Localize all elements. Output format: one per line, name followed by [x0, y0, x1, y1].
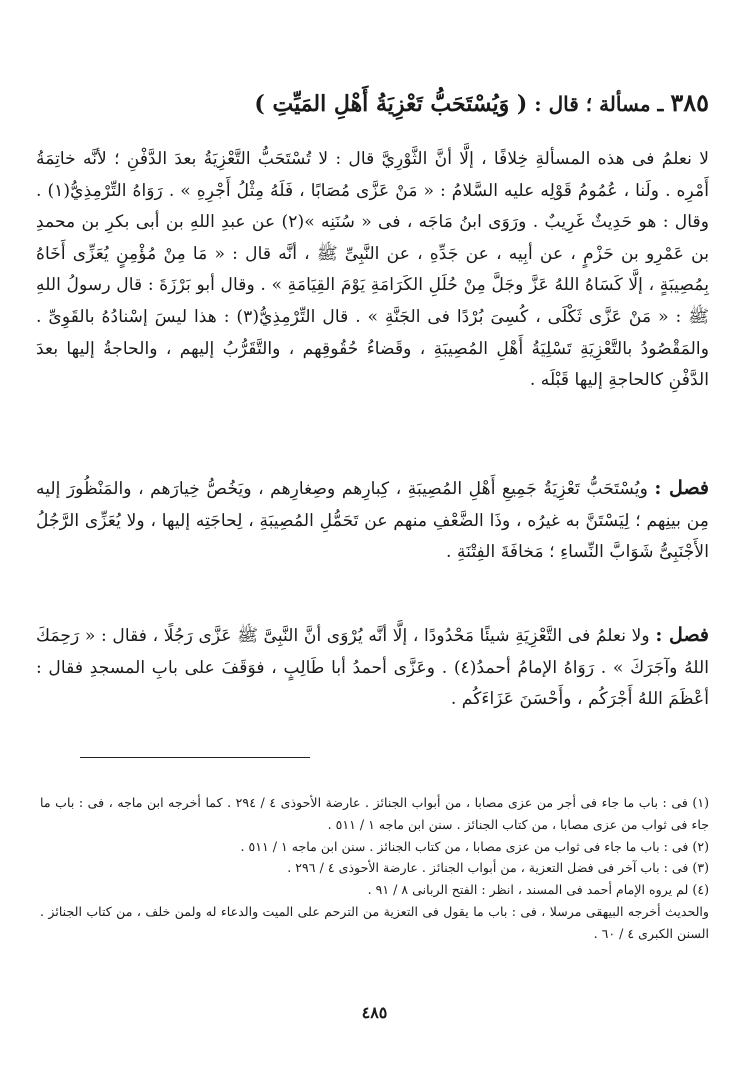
- paragraph-text: ولا نعلمُ فى التَّعْزِيَةِ شيئًا مَحْدُودًا ، إلَّا أنَّه يُرْوَى أنَّ النَّبِىَّ ﷺ عَزَّى رَجُلًا ، فقال : « رَحِمَكَ اللهُ وآجَرَكَ » . رَوَاهُ الإمامُ أحمدُ(٤) . وعَزَّى أحمدُ أبا طَالِبٍ ، فوَقَفَ على بابِ المسجدِ فقال : أعْظَمَ اللهُ أَجْرَكُم ، وأَحْسَنَ عَزَاءَكُم .: [36, 626, 709, 710]
- section-heading: [100, 88, 709, 122]
- footnote-continuation: والحديث أخرجه البيهقى مرسلا ، فى : باب ما يقول فى التعزية من الترحم على الميت والدعاء له ولمن خلف ، من كتاب الجنائز . السنن الكبرى ٤ / ٦٠ .: [40, 903, 709, 941]
- footnote-divider: [80, 757, 310, 758]
- footnote: (١) فى : باب ما جاء فى أجر من عزى مصابا ، من أبواب الجنائز . عارضة الأحوذى ٤ / ٢٩٤ . كما أخرجه ابن ماجه ، فى : باب ما جاء فى ثواب من عزى مصابا ، من كتاب الجنائز . سنن ابن ماجه ١ / ٥١١ .: [40, 795, 709, 832]
- paragraph-text: ويُسْتَحَبُّ تَعْزِيَةُ جَمِيعِ أَهْلِ المُصِيبَةِ ، كِبارِهم وصِغارِهم ، ويَخُصُّ خِيارَهم ، والمَنْظُورَ إليه مِن بينِهم ؛ لِيَسْتَنَّ به غيرُه ، وذَا الضَّعْفِ منهم عن تَحَمُّلِ المُصِيبَةِ ، لِحاجَتِه إليها ، ولا يُعَزِّى الرَّجُلُ الأَجْنَبِىُّ شَوَابَّ النِّساءِ ؛ مَخافَةَ الفِتْنَةِ .: [36, 479, 709, 563]
- section-dash-label: ـ مسألة ؛ قال :: [534, 92, 664, 116]
- footnote: (٣) فى : باب آخر فى فضل التعزية ، من أبواب الجنائز . عارضة الأحوذى ٤ / ٢٩٦ .: [287, 860, 709, 876]
- paragraph-label: فصل :: [654, 477, 710, 499]
- section-number: ٣٨٥: [670, 88, 709, 117]
- footnotes: [40, 792, 709, 945]
- footnote: (٤) لم يروه الإمام أحمد فى المسند ، انظر : الفتح الربانى ٨ / ٩١ .: [367, 882, 709, 898]
- page-number: ٤٨٥: [361, 1003, 388, 1022]
- paragraph-label: فصل :: [655, 624, 709, 646]
- paragraph-main: [36, 144, 709, 397]
- paragraph-text: لا نعلمُ فى هذه المسألةِ خِلافًا ، إلَّا أنَّ الثَّوْرِيَّ قال : لا تُسْتَحَبُّ التَّعْزِيَةُ بعدَ الدَّفْنِ ؛ لأنَّه خاتِمَةُ أَمْرِه . ولَنا ، عُمُومُ قَوْلِه عليه السَّلامُ : « مَنْ عَزَّى مُصَابًا ، فَلَهُ مِثْلُ أَجْرِهِ » . رَوَاهُ التِّرْمِذِيُّ(١) . وقال : هو حَدِيثٌ غَرِيبٌ . ورَوَى ابنُ مَاجَه ، فى « سُنَنِه »(٢) عن عبدِ اللهِ بن أبى بكرِ بن محمدِ بن عَمْرِو بن حَزْمٍ ، عن أبِيه ، عن جَدِّهِ ، عن النَّبِىِّ ﷺ ، أنَّه قال : « مَا مِنْ مُؤْمِنٍ يُعَزِّى أَخَاهُ بِمُصِيبَةٍ ، إلَّا كَسَاهُ اللهُ عَزَّ وجَلَّ مِنْ حُلَلِ الكَرَامَةِ يَوْمَ القِيَامَةِ » . وقال أبو بَرْزَةَ : قال رسولُ اللهِ ﷺ : « مَنْ عَزَّى ثَكْلَى ، كُسِىَ بُرْدًا فى الجَنَّةِ » . قال التِّرْمِذِيُّ(٣) : هذا ليسَ إسْنادُهُ بالقَوِىِّ . والمَقْصُودُ بالتَّعْزِيَةِ تَسْلِيَةُ أَهْلِ المُصِيبَةِ ، وقَضاءُ حُقُوقِهم ، والتَّقَرُّبُ إليهم ، والحاجةُ إليها بعدَ الدَّفْنِ كالحاجةِ إليها قَبْلَه .: [36, 149, 710, 391]
- paragraph-fasl-1: [36, 473, 709, 569]
- footnote: (٢) فى : باب ما جاء فى ثواب من عزى مصابا ، من كتاب الجنائز . سنن ابن ماجه ١ / ٥١١ .: [240, 838, 709, 854]
- section-quote: ( وَيُسْتَحَبُّ تَعْزِيَةُ أَهْلِ المَيِّتِ ): [254, 91, 528, 117]
- paragraph-fasl-2: [36, 620, 709, 716]
